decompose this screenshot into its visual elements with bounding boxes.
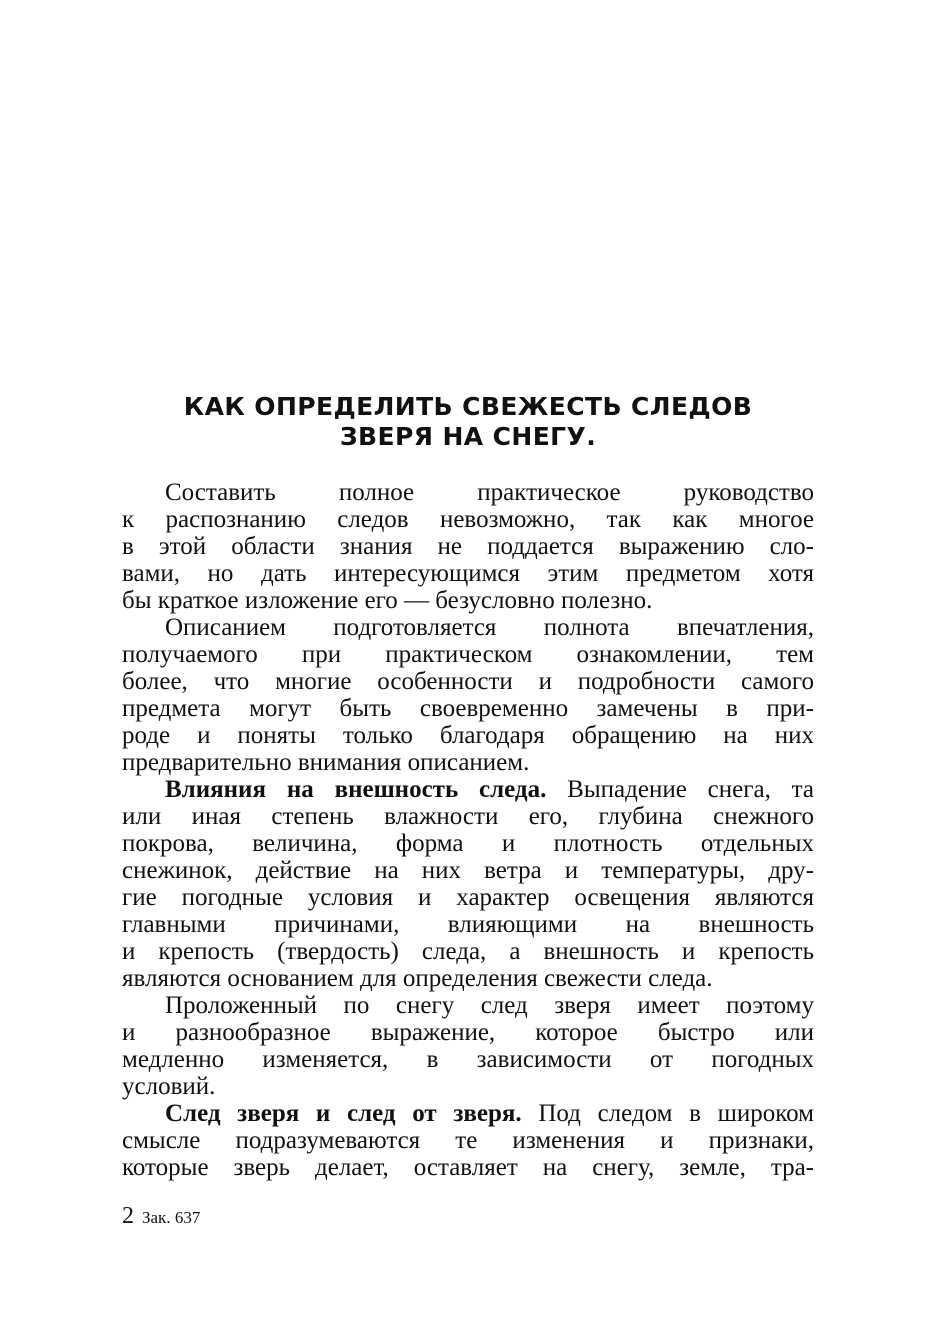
- text-line: вами, но дать интересующимся этим предметом хотя: [122, 560, 814, 587]
- paragraph-5: [122, 1100, 814, 1181]
- text-line: которые зверь делает, оставляет на снегу, земле, тра-: [122, 1154, 814, 1181]
- text-line-first: [122, 776, 814, 803]
- text-line-rest: Выпадение снега, та: [546, 776, 814, 803]
- heading-line-1: КАК ОПРЕДЕЛИТЬ СВЕЖЕСТЬ СЛЕДОВ: [183, 392, 753, 421]
- text-line: Проложенный по снегу след зверя имеет поэтому: [165, 992, 814, 1019]
- text-line: смысле подразумеваются те изменения и признаки,: [122, 1127, 814, 1154]
- text-line: покрова, величина, форма и плотность отдельных: [122, 830, 814, 857]
- signature-mark: [122, 1203, 200, 1230]
- paragraph-3: [122, 776, 814, 992]
- text-line: снежинок, действие на них ветра и температуры, дру-: [122, 857, 814, 884]
- text-line: и разнообразное выражение, которое быстро или: [122, 1019, 814, 1046]
- text-line: медленно изменяется, в зависимости от погодных: [122, 1046, 814, 1073]
- text-line: или иная степень влажности его, глубина снежного: [122, 803, 814, 830]
- paragraph-2: [122, 614, 814, 776]
- text-line: условий.: [122, 1073, 216, 1100]
- signature-number: 2: [122, 1203, 134, 1229]
- text-line-first: [122, 1100, 814, 1127]
- printing-order: Зак. 637: [142, 1208, 201, 1227]
- runin-heading: След зверя и след от зверя.: [165, 1100, 522, 1127]
- paragraph-4: [122, 992, 814, 1100]
- text-line: предварительно внимания описанием.: [122, 749, 530, 776]
- text-line: в этой области знания не поддается выражению сло-: [122, 533, 814, 560]
- chapter-heading: [122, 392, 814, 452]
- text-line: Составить полное практическое руководство: [165, 479, 814, 506]
- text-line: к распознанию следов невозможно, так как многое: [122, 506, 814, 533]
- text-line: являются основанием для определения свежести следа.: [122, 965, 713, 992]
- text-line: бы краткое изложение его — безусловно полезно.: [122, 587, 653, 614]
- runin-heading: Влияния на внешность следа.: [165, 776, 547, 803]
- heading-line-2: ЗВЕРЯ НА СНЕГУ.: [339, 422, 597, 451]
- text-line: предмета могут быть своевременно замечены в при-: [122, 695, 814, 722]
- text-line: и крепость (твердость) следа, а внешность и крепость: [122, 938, 814, 965]
- text-line: гие погодные условия и характер освещения являются: [122, 884, 814, 911]
- body-text: [122, 479, 814, 1181]
- text-line: Описанием подготовляется полнота впечатления,: [165, 614, 814, 641]
- text-line: главными причинами, влияющими на внешность: [122, 911, 814, 938]
- text-line: получаемого при практическом ознакомлении, тем: [122, 641, 814, 668]
- text-line: более, что многие особенности и подробности самого: [122, 668, 814, 695]
- text-line-rest: Под следом в широком: [521, 1100, 814, 1127]
- paragraph-1: [122, 479, 814, 614]
- text-line: роде и поняты только благодаря обращению на них: [122, 722, 814, 749]
